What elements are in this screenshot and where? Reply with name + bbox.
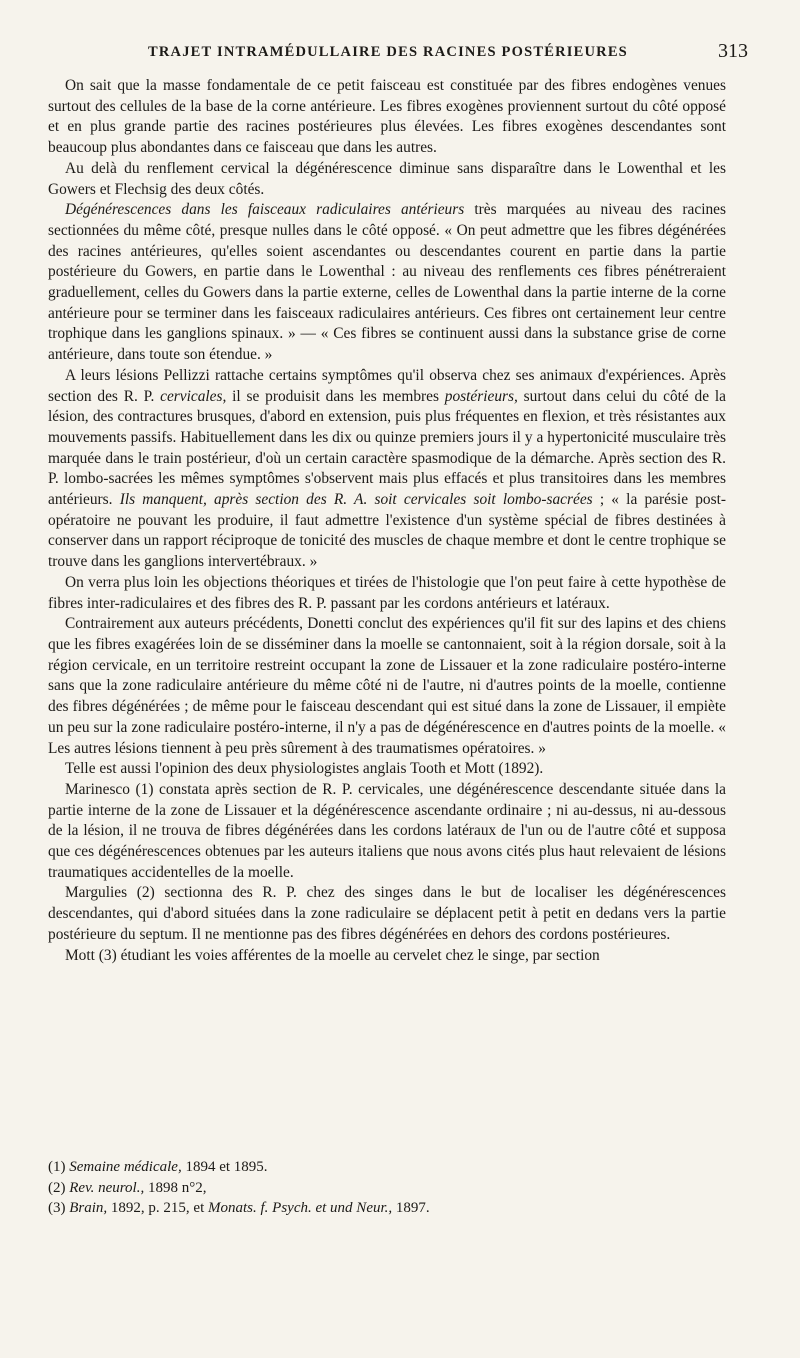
text-run: Telle est aussi l'opinion des deux physiologistes anglais Tooth et Mott (1892).	[65, 760, 544, 778]
text-run: Mott (3) étudiant les voies afférentes de la moelle au cervelet chez le singe, par section	[65, 946, 600, 964]
text-run: On verra plus loin les objections théoriques et tirées de l'histologie que l'on peut faire à cette hypothèse de fibres inter-radiculaires et des fibres des R. P. passant par les cordons antérieurs et latéraux.	[48, 573, 726, 612]
text-run: il se produisit dans les membres	[226, 387, 445, 405]
paragraph	[48, 883, 726, 945]
text-run: Contrairement aux auteurs précédents, Donetti conclut des expériences qu'il fit sur des lapins et des chiens que les fibres exagérées loin de se disséminer dans la moelle se cantonnaient, soit à la région dorsale, soit à la région cervicale, en un territoire restreint occupant la zone de Lissauer et la zone radiculaire postéro-interne sans que la zone radiculaire antérieure du même côté ni de l'autre, ni d'autres points de la moelle, contienne des fibres dégénérées ; de même pour le faisceau descendant qui est situé dans la zone de Lissauer, il empiète un peu sur la zone radiculaire postéro-interne, il n'y a pas de dégénérescence en d'autres points de la moelle. « Les autres lésions tiennent à peu près sûrement à des traumatismes opératoires. »	[48, 615, 726, 757]
footnote	[48, 1178, 726, 1199]
text-run: Marinesco (1) constata après section de R. P. cervicales, une dégénérescence descendante située dans la partie interne de la zone de Lissauer et la dégénérescence ascendante ordinaire ; ni au-dessus, ni au-dessous de la lésion, il ne trouva de fibres dégénérées dans les cordons latéraux de l'un ou de l'autre côté et supposa que ces dégénérescences obtenues par les auteurs italiens que nous avons cités plus haut relevaient de lésions traumatiques accidentelles de la moelle.	[48, 780, 726, 881]
paragraph	[48, 780, 726, 884]
text-run: surtout dans celui du côté de la lésion, des contractures brusques, d'abord en extension, puis plus fréquentes en flexion, et très résistantes aux mouvements passifs. Habituellement dans les dix ou quinze premiers jours il y a hypertonicité musculaire très marquée dans le train postérieur, d'où un certain caractère spasmodique de la démarche. Après section des R. P. lombo-sacrées les mêmes symptômes s'observent mais plus effacés et plus transitoires dans les membres antérieurs.	[48, 387, 726, 509]
footnote	[48, 1198, 726, 1219]
paragraph	[48, 200, 726, 366]
text-run: (3)	[48, 1200, 70, 1216]
paragraph	[48, 759, 726, 780]
text-run: Brain,	[69, 1200, 108, 1216]
page-header	[48, 40, 748, 70]
text-run: ; « la parésie post-opératoire ne pouvant les produire, il faut admettre l'existence d'un système spécial de fibres destinées à conserver dans un rapport réciproque de tonicité des muscles de chaque membre et dont le centre trophique se trouve dans les ganglions intervertébraux. »	[48, 491, 726, 571]
footnotes	[48, 1157, 726, 1219]
text-run: 1897.	[392, 1200, 430, 1216]
text-run: Au delà du renflement cervical la dégénérescence diminue sans disparaître dans le Lowenthal et les Gowers et Flechsig des deux côtés.	[48, 159, 726, 198]
text-run: cervicales,	[160, 387, 227, 405]
paragraph	[48, 614, 726, 759]
body-text	[48, 76, 726, 966]
text-run: 1898 n°2,	[144, 1179, 207, 1196]
running-title: TRAJET INTRAMÉDULLAIRE DES RACINES POSTÉRIEURES	[148, 44, 628, 60]
paragraph	[48, 573, 726, 614]
text-run: très marquées au niveau des racines sectionnées du même côté, presque nulles dans le côté opposé. « On peut admettre que les fibres dégénérées des racines antérieures, qu'elles soient ascendantes ou descendantes courent en partie dans la partie postérieure du Gowers, en partie dans le Lowenthal : au niveau des renflements ces fibres pénétreraient graduellement, celles du Gowers dans la partie externe, celles de Lowenthal dans la partie interne de la corne antérieure pour se terminer dans les faisceaux radiculaires antérieurs. Ces fibres ont certainement leur centre trophique dans les ganglions spinaux. » — « Ces fibres se continuent aussi dans la substance grise de corne antérieure, dans toute son étendue. »	[48, 201, 726, 364]
text-run: Monats. f. Psych. et und Neur.,	[208, 1200, 393, 1216]
text-run: (1)	[48, 1159, 70, 1175]
text-run: Margulies (2) sectionna des R. P. chez des singes dans le but de localiser les dégénérescences descendantes, qui d'abord situées dans la zone radiculaire se déplacent petit à petit en dedans vers la partie postérieure du septum. Il ne mentionne pas des fibres dégénérées en dehors des cordons postérieures.	[48, 884, 726, 943]
paragraph	[48, 946, 726, 967]
text-run: Rev. neurol.,	[69, 1179, 145, 1196]
paragraph	[48, 159, 726, 200]
paragraph	[48, 366, 726, 573]
text-run: On sait que la masse fondamentale de ce petit faisceau est constituée par des fibres endogènes venues surtout des cellules de la base de la corne antérieure. Les fibres exogènes proviennent surtout du côté opposé et en plus grande partie des racines postérieures plus élevées. Les fibres exogènes descendantes sont beaucoup plus abondantes dans ce faisceau que dans les autres.	[48, 77, 726, 157]
text-run: A leurs lésions Pellizzi rattache certains symptômes qu'il observa chez ses animaux d'expériences. Après section des R. P.	[48, 366, 726, 405]
text-run: 1892, p. 215, et	[107, 1200, 208, 1216]
paragraph	[48, 76, 726, 159]
text-run: postérieurs,	[444, 387, 518, 405]
page-number: 313	[718, 40, 748, 62]
text-run: Dégénérescences dans les faisceaux radiculaires antérieurs	[65, 201, 465, 219]
text-run: 1894 et 1895.	[181, 1159, 268, 1175]
text-run: (2)	[48, 1179, 70, 1196]
text-run: Ils manquent, après section des R. A. soit cervicales soit lombo-sacrées	[119, 491, 593, 509]
footnote	[48, 1157, 726, 1178]
text-run: Semaine médicale,	[69, 1159, 182, 1175]
